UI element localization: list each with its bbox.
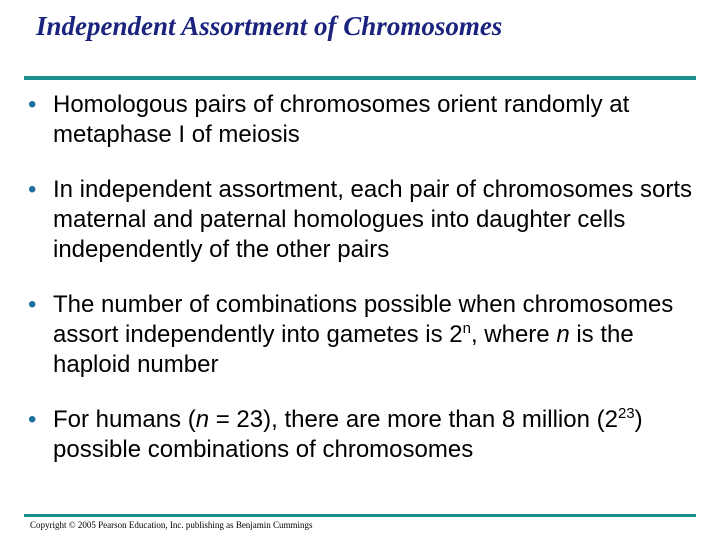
exponent: 23 — [617, 405, 635, 422]
bullet-text: In independent assortment, each pair of chromosomes sorts maternal and paternal homologues into daughter cells independently of the other pairs — [53, 176, 692, 263]
bullet-text-part: is the haploid number — [53, 321, 634, 378]
bullet-text-part: ) possible combinations of chromosomes — [53, 406, 643, 463]
bullet-text — [53, 405, 708, 465]
bullet-text-part: , where — [470, 321, 557, 348]
bullet-list — [28, 90, 708, 490]
bullet-dot: • — [28, 91, 37, 118]
bullet-item — [28, 405, 708, 465]
bullet-text: Homologous pairs of chromosomes orient randomly at metaphase I of meiosis — [53, 91, 630, 148]
bullet-dot: • — [28, 406, 37, 433]
variable-n: n — [195, 406, 210, 433]
exponent: n — [462, 320, 471, 337]
copyright-footer: Copyright © 2005 Pearson Education, Inc. publishing as Benjamin Cummings — [30, 520, 313, 530]
bullet-dot: • — [28, 291, 37, 318]
bullet-item — [28, 175, 708, 265]
bullet-text-part: For humans ( — [53, 406, 196, 433]
slide-title: Independent Assortment of Chromosomes — [36, 11, 503, 41]
bullet-item — [28, 90, 708, 150]
bullet-text — [53, 290, 708, 380]
bullet-dot: • — [28, 176, 37, 203]
footer-divider — [24, 514, 696, 517]
bullet-text-part: = 23), there are more than 8 million (2 — [209, 406, 618, 433]
variable-n: n — [556, 321, 570, 348]
title-divider — [24, 76, 696, 80]
bullet-text-part: The number of combinations possible when chromosomes assort independently into gametes is 2 — [53, 291, 674, 348]
bullet-item — [28, 290, 708, 380]
